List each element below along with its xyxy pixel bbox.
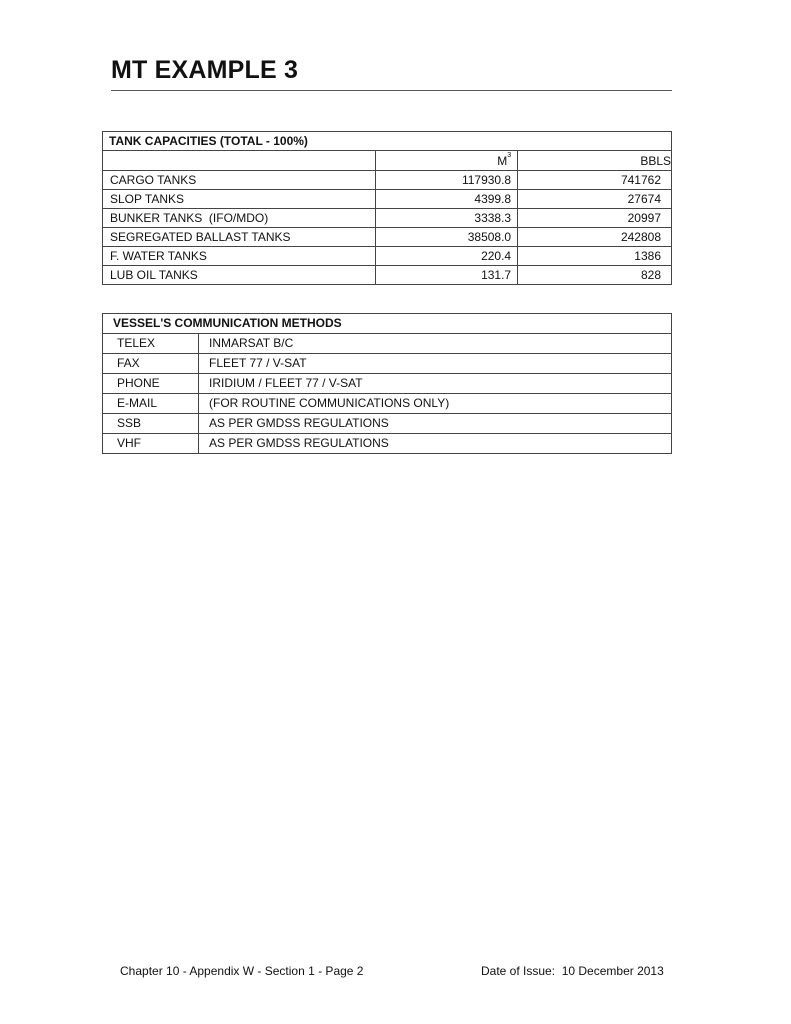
- comm-method: SSB: [103, 414, 199, 434]
- comm-method: TELEX: [103, 334, 199, 354]
- title-rule: [111, 90, 672, 91]
- tank-table-header: TANK CAPACITIES (TOTAL - 100%): [103, 132, 672, 151]
- tank-m3: 131.7: [376, 266, 518, 285]
- tank-bbls: 741762: [518, 171, 672, 190]
- tank-bbls: 828: [518, 266, 672, 285]
- table-row: [103, 190, 672, 209]
- page-title: MT EXAMPLE 3: [111, 56, 299, 84]
- tank-bbls: 1386: [518, 247, 672, 266]
- tank-m3: 220.4: [376, 247, 518, 266]
- tank-capacities-table: [102, 131, 672, 285]
- table-row: [103, 374, 672, 394]
- comm-method: FAX: [103, 354, 199, 374]
- tank-label: BUNKER TANKS (IFO/MDO): [103, 209, 376, 228]
- tank-table-units-row: [103, 151, 672, 171]
- table-row: [103, 266, 672, 285]
- tank-label: LUB OIL TANKS: [103, 266, 376, 285]
- comm-table-header: VESSEL'S COMMUNICATION METHODS: [103, 314, 672, 334]
- footer-issue-date: Date of Issue: 10 December 2013: [481, 964, 664, 978]
- comm-detail: IRIDIUM / FLEET 77 / V-SAT: [199, 374, 672, 394]
- tank-m3: 4399.8: [376, 190, 518, 209]
- table-row: [103, 209, 672, 228]
- comm-detail: (FOR ROUTINE COMMUNICATIONS ONLY): [199, 394, 672, 414]
- comm-method: E-MAIL: [103, 394, 199, 414]
- table-row: [103, 434, 672, 454]
- table-row: [103, 171, 672, 190]
- tank-m3: 3338.3: [376, 209, 518, 228]
- footer-page-reference: Chapter 10 - Appendix W - Section 1 - Page 2: [120, 964, 364, 978]
- tank-bbls: 27674: [518, 190, 672, 209]
- table-row: [103, 247, 672, 266]
- table-row: [103, 228, 672, 247]
- comm-detail: AS PER GMDSS REGULATIONS: [199, 414, 672, 434]
- comm-detail: AS PER GMDSS REGULATIONS: [199, 434, 672, 454]
- comm-table-header-row: [103, 314, 672, 334]
- comm-method: VHF: [103, 434, 199, 454]
- tank-table-header-row: [103, 132, 672, 151]
- unit-m3: $M^3$: [376, 151, 518, 171]
- comm-detail: FLEET 77 / V-SAT: [199, 354, 672, 374]
- communication-methods-table: [102, 313, 672, 454]
- tank-label: CARGO TANKS: [103, 171, 376, 190]
- tank-label: SEGREGATED BALLAST TANKS: [103, 228, 376, 247]
- table-row: [103, 334, 672, 354]
- tank-m3: 38508.0: [376, 228, 518, 247]
- units-blank-cell: [103, 151, 376, 171]
- unit-bbls: BBLS: [518, 151, 672, 171]
- tank-bbls: 242808: [518, 228, 672, 247]
- comm-method: PHONE: [103, 374, 199, 394]
- tank-label: F. WATER TANKS: [103, 247, 376, 266]
- comm-detail: INMARSAT B/C: [199, 334, 672, 354]
- table-row: [103, 354, 672, 374]
- table-row: [103, 394, 672, 414]
- tank-label: SLOP TANKS: [103, 190, 376, 209]
- tank-bbls: 20997: [518, 209, 672, 228]
- tank-m3: 117930.8: [376, 171, 518, 190]
- table-row: [103, 414, 672, 434]
